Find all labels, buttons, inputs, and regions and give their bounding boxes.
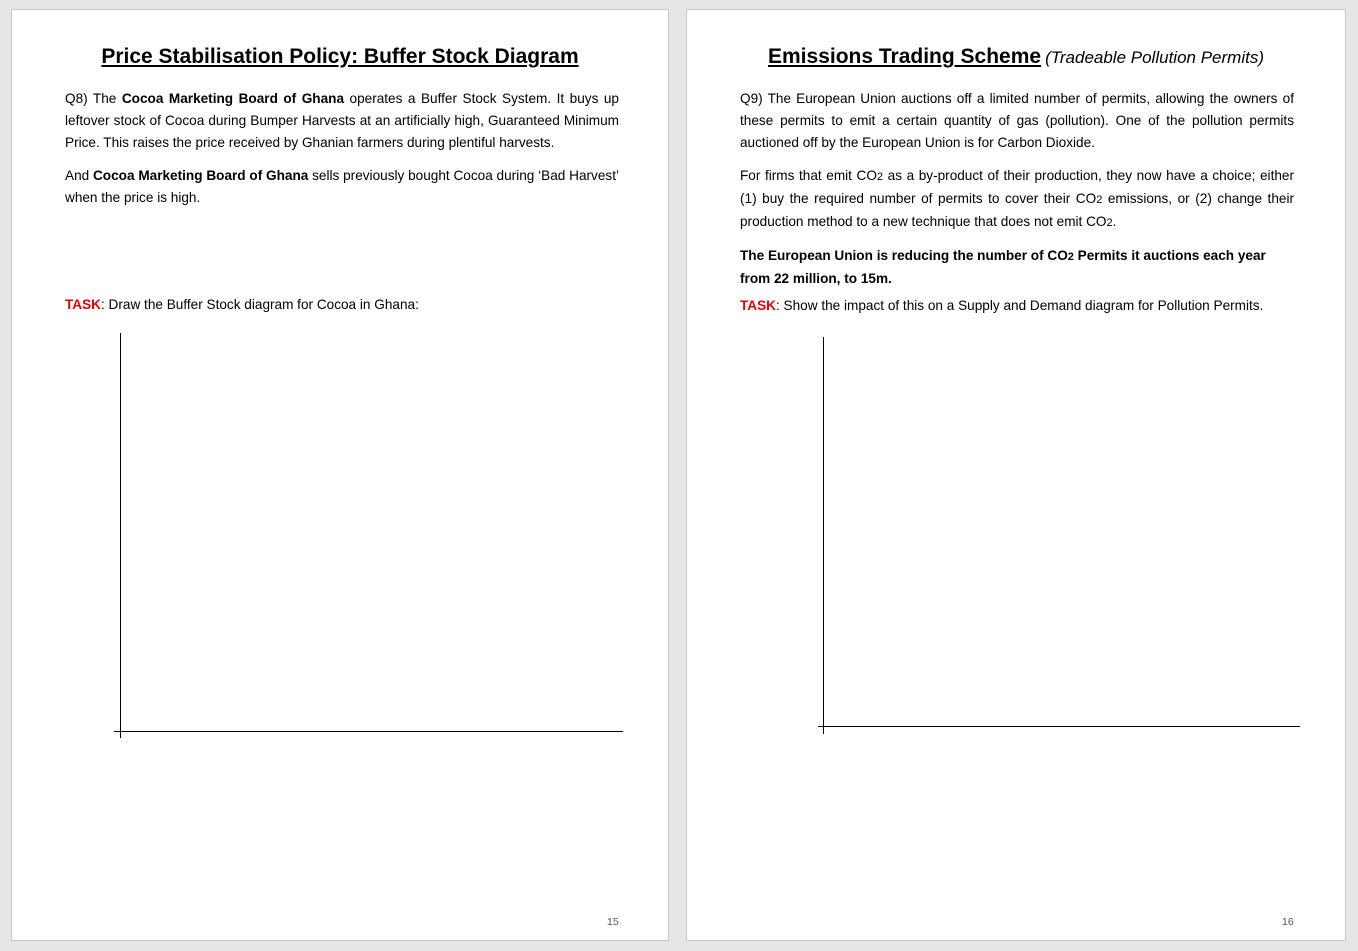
task-instruction: TASK: Draw the Buffer Stock diagram for Cocoa in Ghana: [65,297,419,312]
y-axis [120,333,121,738]
x-axis [818,726,1300,727]
q9-paragraph-3: The European Union is reducing the number of CO2 Permits it auctions each year from 22 million, to 15m. [740,248,1266,286]
q9-paragraph-1: Q9) The European Union auctions off a limited number of permits, allowing the owners of these permits to emit a certain quantity of gas (pollution). One of the pollution permits auctioned off by the European Union is for Carbon Dioxide. [740,91,1294,150]
y-axis [823,337,824,734]
document-page-15 [11,9,669,941]
q9-paragraph-2: For firms that emit CO2 as a by-product of their production, they now have a choice; either (1) buy the required number of permits to cover their CO2 emissions, or (2) change their production method to a new technique that does not emit CO2. [740,168,1295,229]
q8-paragraph-1: Q8) The Cocoa Marketing Board of Ghana operates a Buffer Stock System. It buys up leftover stock of Cocoa during Bumper Harvests at an artificially high, Guaranteed Minimum Price. This raises the price received by Ghanian farmers during plentiful harvests. [65,91,619,150]
x-axis [114,731,623,732]
page-subtitle: (Tradeable Pollution Permits) [1045,48,1264,67]
page-number: 16 [1282,916,1294,928]
document-page-16 [686,9,1346,941]
page-title: Emissions Trading Scheme (Tradeable Pollution Permits) [768,45,1264,68]
question-9-text [740,88,1294,301]
task-label: TASK [65,297,101,312]
task-instruction: TASK: Show the impact of this on a Supply and Demand diagram for Pollution Permits. [740,298,1264,313]
page-number: 15 [607,916,619,928]
question-8-text [65,88,619,220]
page-title: Price Stabilisation Policy: Buffer Stock Diagram [101,45,579,68]
q8-paragraph-2: And Cocoa Marketing Board of Ghana sells previously bought Cocoa during ‘Bad Harvest’ when the price is high. [65,168,619,205]
task-label: TASK [740,298,776,313]
